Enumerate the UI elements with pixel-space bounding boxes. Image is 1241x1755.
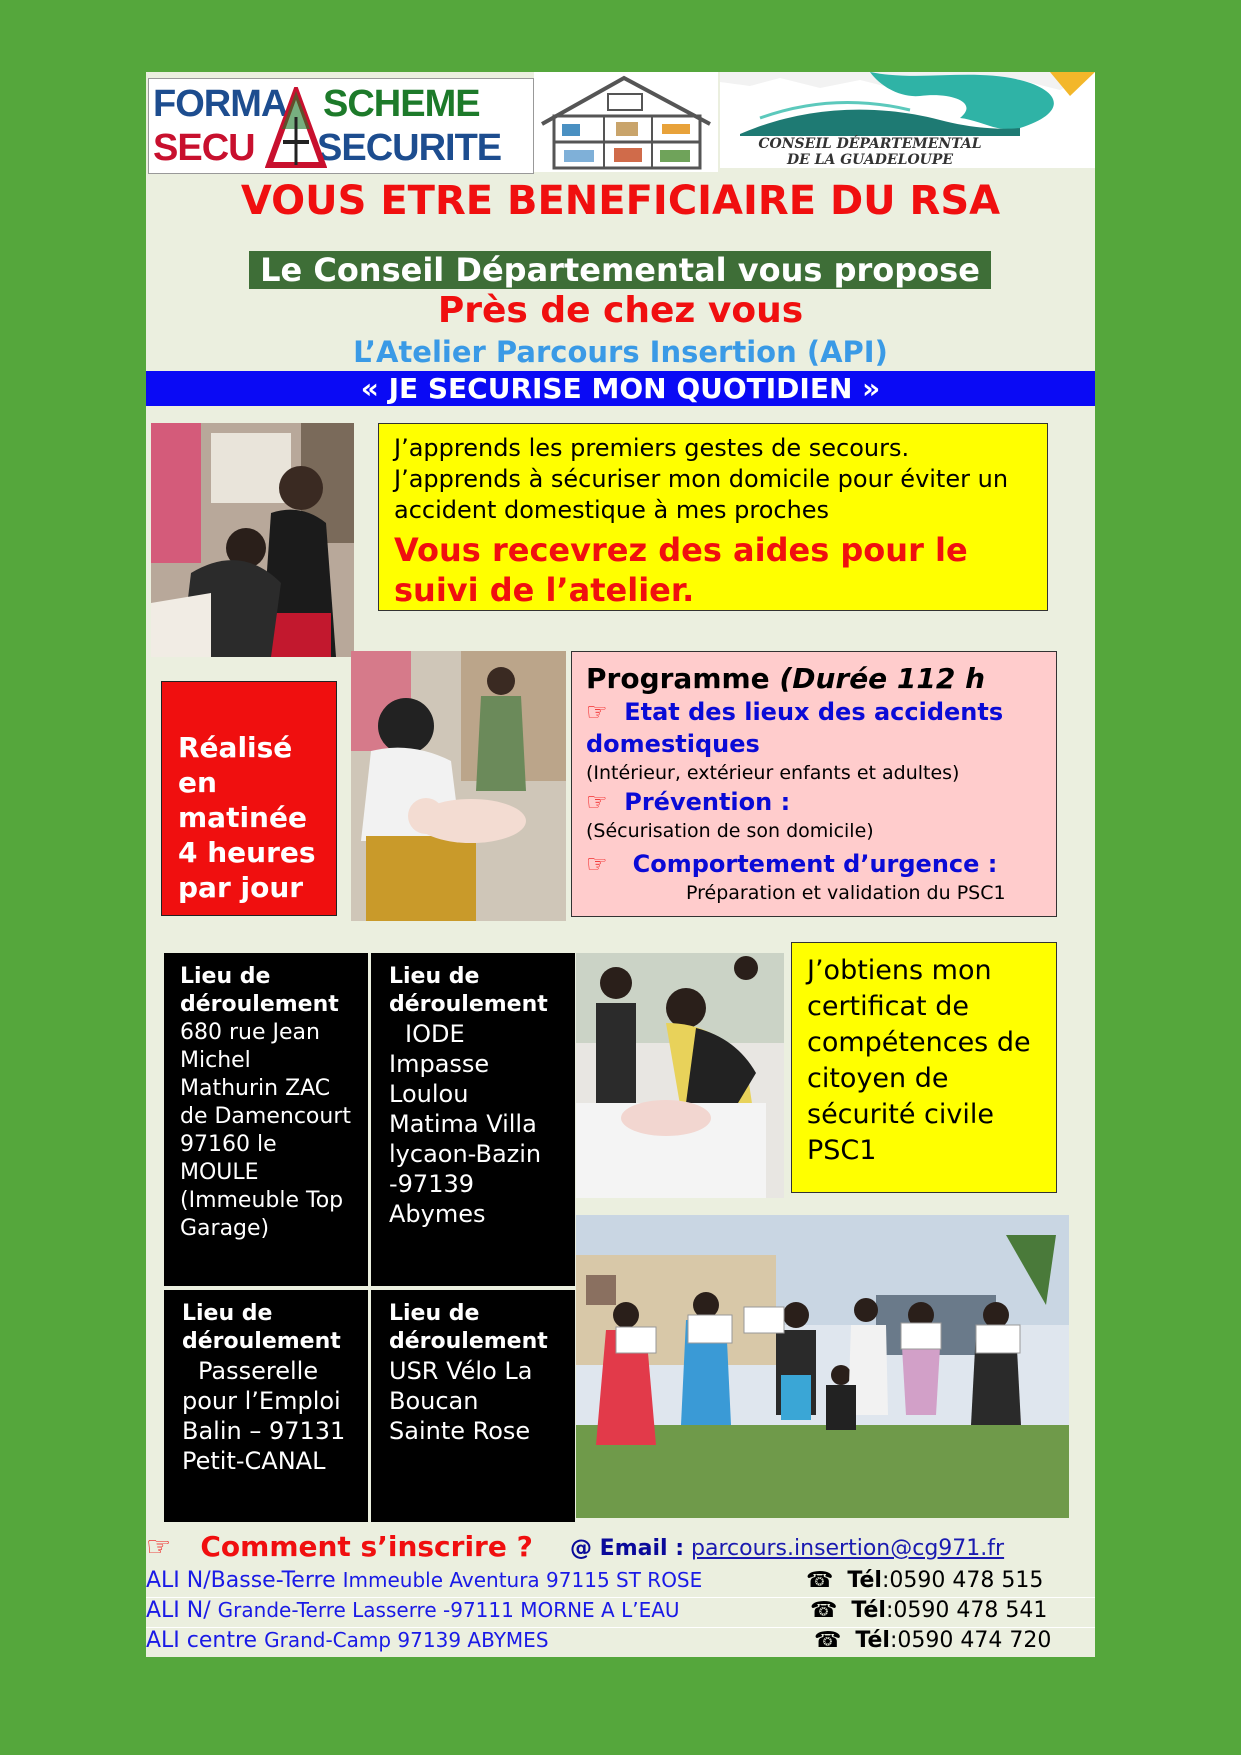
schedule-line: 4 heures — [178, 836, 316, 869]
phone-number: :0590 478 541 — [885, 1598, 1048, 1623]
pointing-hand-icon: ☞ — [146, 1530, 172, 1563]
schedule-line: matinée — [178, 801, 307, 834]
intro-highlight: Vous recevrez des aides pour le suivi de l’atelier. — [394, 531, 968, 609]
contact-row — [146, 1628, 1095, 1656]
pointing-hand-icon: ☞ — [586, 698, 608, 726]
schedule-line: en — [178, 766, 217, 799]
programme-duration: (Durée 112 h — [779, 662, 986, 695]
programme-item2-title: Prévention : — [624, 788, 791, 816]
logo-secu: SECU — [153, 127, 255, 169]
contacts-table — [146, 1568, 1095, 1656]
location-box — [164, 1290, 368, 1522]
register-label: Comment s’inscrire ? — [200, 1530, 533, 1563]
contact-place: Grande-Terre Lasserre -97111 MORNE A L’EAU — [217, 1598, 680, 1622]
location-box — [164, 953, 368, 1286]
programme-item3-title: Comportement d’urgence : — [632, 850, 998, 878]
conseil-line1: CONSEIL DÉPARTEMENTAL — [758, 136, 982, 152]
atelier-title: L’Atelier Parcours Insertion (API) — [353, 335, 888, 369]
intro-line1: J’apprends les premiers gestes de secours. — [394, 434, 910, 462]
location-heading: Lieu de déroulement — [182, 1301, 341, 1354]
telephone-icon: ☎ — [806, 1568, 834, 1593]
location-heading: Lieu de déroulement — [180, 964, 339, 1017]
schedule-line: Réalisé — [178, 731, 293, 764]
triangle-logo-icon — [265, 87, 327, 169]
conseil-departemental-logo — [720, 72, 1095, 168]
conseil-banner: Le Conseil Départemental vous propose — [249, 251, 991, 289]
location-heading: Lieu de déroulement — [389, 1301, 548, 1354]
group-certificates-photo — [576, 1215, 1069, 1518]
forma-secu-logo — [148, 78, 534, 174]
logo-securite: SECURITE — [317, 127, 502, 169]
logo-forma: FORMA — [153, 83, 288, 125]
schedule-line: par jour — [178, 871, 304, 904]
cpr-training-photo — [351, 651, 566, 921]
programme-item3-desc: Préparation et validation du PSC1 — [686, 882, 1006, 904]
location-address: USR Vélo La Boucan Sainte Rose — [389, 1357, 533, 1445]
location-address: IODE Impasse Loulou Matima Villa lycaon-Bazin -97139 Abymes — [389, 1020, 542, 1228]
telephone-icon: ☎ — [814, 1628, 842, 1653]
slogan-bar: « JE SECURISE MON QUOTIDIEN » — [146, 371, 1095, 406]
programme-title: Programme — [586, 662, 770, 695]
contact-prefix: ALI centre — [146, 1628, 258, 1653]
programme-box — [571, 651, 1057, 917]
programme-item1-desc: (Intérieur, extérieur enfants et adultes) — [586, 762, 960, 784]
email-line — [570, 1536, 1004, 1561]
location-address: 680 rue Jean Michel Mathurin ZAC de Damencourt 97160 le MOULE (Immeuble Top Garage) — [180, 1020, 351, 1241]
location-box — [371, 1290, 575, 1522]
baby-manikin-photo — [576, 953, 784, 1198]
tel-label: Tél — [855, 1628, 890, 1653]
subheadline: Près de chez vous — [437, 290, 804, 331]
contact-place: Immeuble Aventura 97115 ST ROSE — [342, 1568, 703, 1592]
contact-row — [146, 1598, 1095, 1628]
first-aid-photo — [151, 423, 354, 657]
programme-item-3 — [586, 848, 1042, 880]
phone-number: :0590 474 720 — [889, 1628, 1052, 1653]
programme-heading — [586, 662, 1042, 696]
page-title: VOUS ETRE BENEFICIAIRE DU RSA — [240, 178, 1001, 224]
contact-phone — [810, 1598, 1047, 1623]
schedule-box — [161, 681, 337, 916]
contact-prefix: ALI N/ — [146, 1598, 211, 1623]
telephone-icon: ☎ — [810, 1598, 838, 1623]
tel-label: Tél — [851, 1598, 886, 1623]
pointing-hand-icon: ☞ — [586, 788, 608, 816]
conseil-line2: DE LA GUADELOUPE — [786, 152, 954, 168]
contact-phone — [814, 1628, 1051, 1653]
email-link[interactable]: parcours.insertion@cg971.fr — [691, 1536, 1005, 1561]
contact-place: Grand-Camp 97139 ABYMES — [264, 1628, 549, 1652]
email-label: @ Email : — [570, 1536, 684, 1561]
programme-item1-title: Etat des lieux des accidents domestiques — [586, 698, 1004, 758]
location-box — [371, 953, 575, 1286]
programme-item-2 — [586, 786, 1042, 818]
phone-number: :0590 478 515 — [881, 1568, 1044, 1593]
contact-row — [146, 1568, 1095, 1598]
programme-item2-desc: (Sécurisation de son domicile) — [586, 820, 874, 842]
intro-box — [378, 423, 1048, 611]
location-heading: Lieu de déroulement — [389, 964, 548, 1017]
contact-prefix: ALI N/Basse-Terre — [146, 1568, 336, 1593]
contact-phone — [806, 1568, 1043, 1593]
logo-scheme: SCHEME — [323, 83, 480, 125]
house-icon — [534, 72, 718, 172]
pointing-hand-icon: ☞ — [586, 850, 608, 878]
certificate-box: J’obtiens mon certificat de compétences de citoyen de sécurité civile PSC1 — [791, 942, 1057, 1193]
register-heading — [146, 1530, 533, 1563]
location-address: Passerelle pour l’Emploi Balin – 97131 Petit-CANAL — [182, 1357, 346, 1475]
tel-label: Tél — [847, 1568, 882, 1593]
house-logo — [534, 72, 718, 172]
intro-line2: J’apprends à sécuriser mon domicile pour éviter un accident domestique à mes proches — [394, 465, 1009, 524]
programme-item-1 — [586, 696, 1042, 760]
